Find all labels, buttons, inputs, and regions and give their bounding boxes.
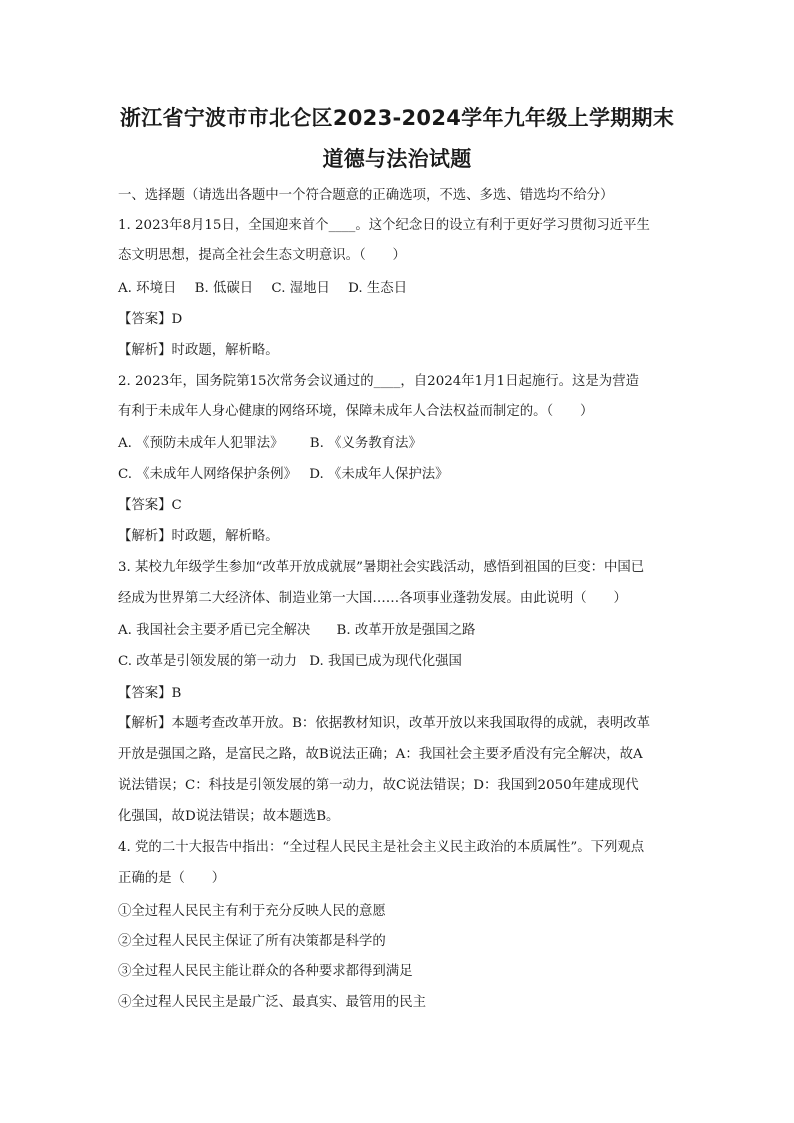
q2-answer: 【答案】C bbox=[118, 498, 182, 513]
exam-title-line-1: 浙江省宁波市市北仑区2023-2024学年九年级上学期期末 bbox=[119, 106, 675, 130]
q2-stem-line-2: 有利于未成年人身心健康的网络环境，保障未成年人合法权益而制定的。（ ） bbox=[118, 404, 594, 419]
q3-option-c: C. 改革是引领发展的第一动力 bbox=[118, 654, 297, 669]
q3-options-row-2 bbox=[118, 652, 678, 672]
q1-option-a: A. 环境日 bbox=[118, 281, 177, 296]
q3-answer: 【答案】B bbox=[118, 686, 182, 701]
q2-option-d: D. 《未成年人保护法》 bbox=[309, 467, 449, 482]
q4-stem-line-1: 4. 党的二十大报告中指出：“全过程人民民主是社会主义民主政治的本质属性”。下列观点 bbox=[118, 840, 645, 855]
q2-options-row-1 bbox=[118, 434, 678, 454]
exam-title-line-2: 道德与法治试题 bbox=[322, 147, 472, 171]
q2-option-b: B. 《义务教育法》 bbox=[309, 436, 422, 451]
q3-analysis-line-1: 【解析】本题考查改革开放。B：依据教材知识，改革开放以来我国取得的成就，表明改革 bbox=[118, 716, 651, 731]
q4-statement-3: ③全过程人民民主能让群众的各种要求都得到满足 bbox=[118, 964, 413, 979]
q3-option-d: D. 我国已成为现代化强国 bbox=[309, 654, 462, 669]
q4-statement-1: ①全过程人民民主有利于充分反映人民的意愿 bbox=[118, 904, 386, 919]
q3-stem-line-2: 经成为世界第二大经济体、制造业第一大国……各项事业蓬勃发展。由此说明（ ） bbox=[118, 591, 627, 606]
section-heading: 一、选择题（请选出各题中一个符合题意的正确选项，不选、多选、错选均不给分） bbox=[118, 188, 614, 203]
q3-analysis-line-2: 开放是强国之路，是富民之路，故B说法正确；A：我国社会主要矛盾没有完全解决，故A bbox=[118, 747, 643, 762]
q1-stem-line-2: 态文明思想，提高全社会生态文明意识。（ ） bbox=[118, 248, 406, 263]
q4-stem-line-2: 正确的是（ ） bbox=[118, 871, 226, 886]
q3-analysis-line-4: 化强国，故D说法错误；故本题选B。 bbox=[118, 809, 340, 824]
q2-stem-line-1: 2. 2023年，国务院第15次常务会议通过的____，自2024年1月1日起施行。这是为营造 bbox=[118, 374, 639, 389]
q1-analysis: 【解析】时政题，解析略。 bbox=[118, 343, 279, 358]
q2-option-c: C. 《未成年人网络保护条例》 bbox=[118, 467, 297, 482]
q4-statement-2: ②全过程人民民主保证了所有决策都是科学的 bbox=[118, 934, 386, 949]
q2-option-a: A. 《预防未成年人犯罪法》 bbox=[118, 436, 284, 451]
q1-answer: 【答案】D bbox=[118, 312, 183, 327]
q2-analysis: 【解析】时政题，解析略。 bbox=[118, 529, 279, 544]
q2-options-row-2 bbox=[118, 465, 678, 485]
q3-option-a: A. 我国社会主要矛盾已完全解决 bbox=[118, 623, 311, 638]
q1-option-b: B. 低碳日 bbox=[194, 281, 254, 296]
q3-analysis-line-3: 说法错误；C：科技是引领发展的第一动力，故C说法错误；D：我国到2050年建成现代 bbox=[118, 778, 639, 793]
q3-option-b: B. 改革开放是强国之路 bbox=[336, 623, 476, 638]
q1-stem-line-1: 1. 2023年8月15日，全国迎来首个____。这个纪念日的设立有利于更好学习贯彻习近平生 bbox=[118, 218, 650, 233]
q1-option-c: C. 湿地日 bbox=[271, 281, 330, 296]
q1-options bbox=[118, 279, 678, 299]
q3-options-row-1 bbox=[118, 621, 678, 641]
q4-statement-4: ④全过程人民民主是最广泛、最真实、最管用的民主 bbox=[118, 995, 426, 1010]
q1-option-d: D. 生态日 bbox=[348, 281, 408, 296]
q3-stem-line-1: 3. 某校九年级学生参加“改革开放成就展”暑期社会实践活动，感悟到祖国的巨变：中国已 bbox=[118, 560, 645, 575]
